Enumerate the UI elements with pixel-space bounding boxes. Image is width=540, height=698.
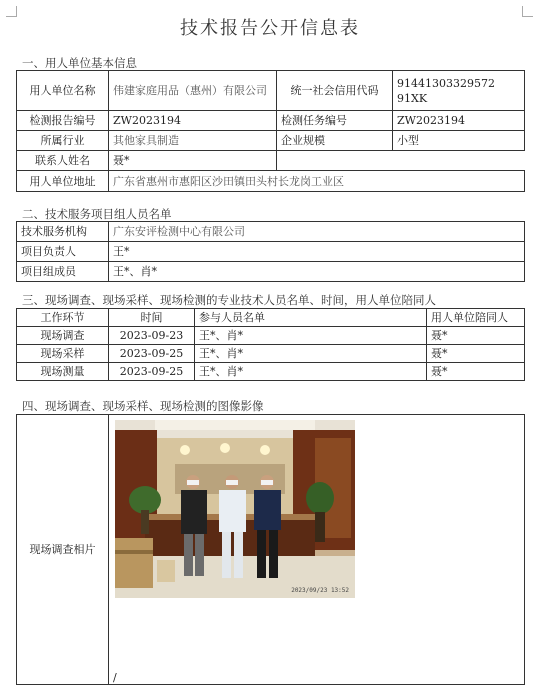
unit-name-value: 伟建家庭用品（惠州）有限公司 (109, 71, 277, 111)
row-staff: 王*、肖* (195, 327, 427, 345)
row-escort: 聂* (427, 327, 525, 345)
contact-value: 聂* (109, 151, 277, 171)
scale-label: 企业规模 (277, 131, 393, 151)
schedule-table (16, 308, 525, 381)
scale-value: 小型 (393, 131, 525, 151)
row-date: 2023-09-25 (109, 345, 195, 363)
schedule-header-date: 时间 (109, 309, 195, 327)
leader-label: 项目负责人 (17, 242, 109, 262)
address-value: 广东省惠州市惠阳区沙田镇田头村长龙岗工业区 (109, 171, 525, 192)
leader-value: 王* (109, 242, 525, 262)
schedule-header-staff: 参与人员名单 (195, 309, 427, 327)
industry-label: 所属行业 (17, 131, 109, 151)
table-row (17, 327, 525, 345)
section-heading-basic-info: 一、用人单位基本信息 (22, 56, 137, 70)
empty-cell (277, 151, 525, 171)
members-label: 项目组成员 (17, 262, 109, 282)
images-footnote: / (113, 671, 117, 684)
section-heading-team: 二、技术服务项目组人员名单 (22, 207, 172, 221)
page-title: 技术报告公开信息表 (180, 18, 360, 39)
section-heading-schedule: 三、现场调查、现场采样、现场检测的专业技术人员名单、时间，用人单位陪同人 (22, 293, 436, 307)
photo-scene (115, 420, 355, 598)
basic-info-table (16, 70, 525, 192)
row-stage: 现场测量 (17, 363, 109, 381)
row-staff: 王*、肖* (195, 363, 427, 381)
credit-code-label: 统一社会信用代码 (277, 71, 393, 111)
row-escort: 聂* (427, 345, 525, 363)
report-no-value: ZW2023194 (109, 111, 277, 131)
photo-timestamp: 2023/09/23 13:52 (291, 587, 349, 594)
schedule-header-escort: 用人单位陪同人 (427, 309, 525, 327)
industry-value: 其他家具制造 (109, 131, 277, 151)
table-row (17, 345, 525, 363)
team-table (16, 221, 525, 282)
task-no-value: ZW2023194 (393, 111, 525, 131)
org-value: 广东安评检测中心有限公司 (109, 222, 525, 242)
address-label: 用人单位地址 (17, 171, 109, 192)
site-survey-photo (115, 420, 355, 598)
contact-label: 联系人姓名 (17, 151, 109, 171)
org-label: 技术服务机构 (17, 222, 109, 242)
section-heading-images: 四、现场调查、现场采样、现场检测的图像影像 (22, 399, 264, 413)
report-no-label: 检测报告编号 (17, 111, 109, 131)
images-label: 现场调查相片 (17, 415, 109, 685)
task-no-label: 检测任务编号 (277, 111, 393, 131)
schedule-header-stage: 工作环节 (17, 309, 109, 327)
row-stage: 现场调查 (17, 327, 109, 345)
row-date: 2023-09-23 (109, 327, 195, 345)
members-value: 王*、肖* (109, 262, 525, 282)
credit-code-value: 91441303329572 91XK (393, 71, 525, 111)
unit-name-label: 用人单位名称 (17, 71, 109, 111)
row-stage: 现场采样 (17, 345, 109, 363)
row-date: 2023-09-25 (109, 363, 195, 381)
row-escort: 聂* (427, 363, 525, 381)
table-row (17, 363, 525, 381)
row-staff: 王*、肖* (195, 345, 427, 363)
